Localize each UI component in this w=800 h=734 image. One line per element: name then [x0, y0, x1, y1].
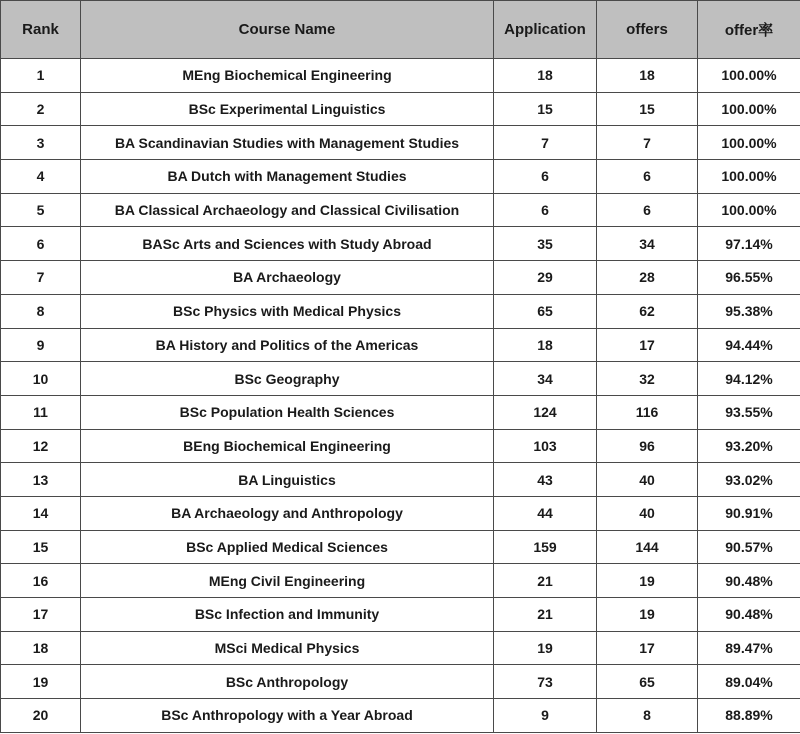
application-count-cell: 21 [494, 564, 597, 598]
offer-rate-cell: 96.55% [698, 261, 800, 295]
table-row [1, 227, 800, 261]
table-row [1, 160, 800, 194]
table-row [1, 631, 800, 665]
table-row [1, 362, 800, 396]
application-count-cell: 9 [494, 699, 597, 733]
table-header [1, 1, 800, 59]
rank-cell: 8 [1, 294, 81, 328]
course-name-cell: BA Classical Archaeology and Classical Civilisation [81, 193, 494, 227]
course-name-cell: BSc Applied Medical Sciences [81, 530, 494, 564]
course-name-cell: BA Scandinavian Studies with Management Studies [81, 126, 494, 160]
application-count-cell: 124 [494, 395, 597, 429]
offers-count-cell: 7 [597, 126, 698, 160]
application-count-cell: 35 [494, 227, 597, 261]
offers-column-header: offers [597, 1, 698, 59]
rank-cell: 9 [1, 328, 81, 362]
table-row [1, 261, 800, 295]
rank-cell: 2 [1, 92, 81, 126]
offer-rate-cell: 90.91% [698, 496, 800, 530]
rank-cell: 6 [1, 227, 81, 261]
course-name-cell: BA Linguistics [81, 463, 494, 497]
rank-cell: 4 [1, 160, 81, 194]
table-row [1, 496, 800, 530]
application-count-cell: 34 [494, 362, 597, 396]
application-count-cell: 103 [494, 429, 597, 463]
course-name-cell: BEng Biochemical Engineering [81, 429, 494, 463]
application-count-cell: 15 [494, 92, 597, 126]
offers-count-cell: 8 [597, 699, 698, 733]
offer-rate-cell: 89.47% [698, 631, 800, 665]
rank-cell: 13 [1, 463, 81, 497]
offer-rate-cell: 88.89% [698, 699, 800, 733]
offers-count-cell: 116 [597, 395, 698, 429]
course-name-cell: BSc Experimental Linguistics [81, 92, 494, 126]
course-name-cell: BA Archaeology and Anthropology [81, 496, 494, 530]
rank-cell: 15 [1, 530, 81, 564]
rank-cell: 11 [1, 395, 81, 429]
course-name-cell: BSc Physics with Medical Physics [81, 294, 494, 328]
course-name-cell: BSc Geography [81, 362, 494, 396]
offers-count-cell: 15 [597, 92, 698, 126]
table-row [1, 598, 800, 632]
application-count-cell: 44 [494, 496, 597, 530]
course-name-cell: BA History and Politics of the Americas [81, 328, 494, 362]
table-row [1, 530, 800, 564]
application-count-cell: 65 [494, 294, 597, 328]
course-name-cell: BSc Anthropology with a Year Abroad [81, 699, 494, 733]
offer-rate-cell: 100.00% [698, 92, 800, 126]
offers-count-cell: 96 [597, 429, 698, 463]
application-count-cell: 29 [494, 261, 597, 295]
rank-cell: 16 [1, 564, 81, 598]
rank-cell: 17 [1, 598, 81, 632]
course-name-cell: BSc Infection and Immunity [81, 598, 494, 632]
application-count-cell: 19 [494, 631, 597, 665]
offers-count-cell: 17 [597, 631, 698, 665]
table-row [1, 294, 800, 328]
rank-cell: 19 [1, 665, 81, 699]
course-name-cell: BASc Arts and Sciences with Study Abroad [81, 227, 494, 261]
course-name-cell: MSci Medical Physics [81, 631, 494, 665]
offers-count-cell: 62 [597, 294, 698, 328]
course-name-cell: MEng Biochemical Engineering [81, 59, 494, 93]
application-count-cell: 6 [494, 160, 597, 194]
offer-rate-cell: 94.44% [698, 328, 800, 362]
application-count-cell: 18 [494, 328, 597, 362]
offers-count-cell: 40 [597, 463, 698, 497]
offer-rate-cell: 95.38% [698, 294, 800, 328]
application-count-cell: 6 [494, 193, 597, 227]
offers-count-cell: 34 [597, 227, 698, 261]
table-row [1, 699, 800, 733]
table-row [1, 92, 800, 126]
offer-rate-cell: 100.00% [698, 193, 800, 227]
rank-cell: 1 [1, 59, 81, 93]
offer-rate-cell: 93.02% [698, 463, 800, 497]
rank-cell: 20 [1, 699, 81, 733]
table-row [1, 126, 800, 160]
table-row [1, 59, 800, 93]
rank-cell: 12 [1, 429, 81, 463]
offer-rate-cell: 93.20% [698, 429, 800, 463]
offers-count-cell: 19 [597, 564, 698, 598]
application-count-cell: 73 [494, 665, 597, 699]
rank-cell: 14 [1, 496, 81, 530]
offer-rate-cell: 97.14% [698, 227, 800, 261]
table-row [1, 395, 800, 429]
rank-cell: 3 [1, 126, 81, 160]
offer-rate-cell: 94.12% [698, 362, 800, 396]
offers-count-cell: 17 [597, 328, 698, 362]
offer-rate-cell: 93.55% [698, 395, 800, 429]
course-name-cell: BA Archaeology [81, 261, 494, 295]
offers-count-cell: 65 [597, 665, 698, 699]
header-row [1, 1, 800, 59]
offers-count-cell: 6 [597, 160, 698, 194]
offer-rate-cell: 100.00% [698, 160, 800, 194]
table-row [1, 463, 800, 497]
rate-column-header: offer率 [698, 1, 800, 59]
rank-cell: 10 [1, 362, 81, 396]
application-count-cell: 7 [494, 126, 597, 160]
offer-rate-cell: 89.04% [698, 665, 800, 699]
application-count-cell: 21 [494, 598, 597, 632]
table-row [1, 665, 800, 699]
offer-rate-cell: 100.00% [698, 59, 800, 93]
course-column-header: Course Name [81, 1, 494, 59]
course-name-cell: BA Dutch with Management Studies [81, 160, 494, 194]
offer-rate-cell: 90.57% [698, 530, 800, 564]
application-count-cell: 43 [494, 463, 597, 497]
application-count-cell: 18 [494, 59, 597, 93]
table-row [1, 564, 800, 598]
offers-count-cell: 144 [597, 530, 698, 564]
offers-count-cell: 18 [597, 59, 698, 93]
application-column-header: Application [494, 1, 597, 59]
table-row [1, 328, 800, 362]
offer-rate-cell: 100.00% [698, 126, 800, 160]
course-name-cell: BSc Anthropology [81, 665, 494, 699]
course-name-cell: MEng Civil Engineering [81, 564, 494, 598]
offers-count-cell: 19 [597, 598, 698, 632]
table-row [1, 193, 800, 227]
rank-cell: 18 [1, 631, 81, 665]
offers-count-cell: 28 [597, 261, 698, 295]
rank-cell: 5 [1, 193, 81, 227]
offers-count-cell: 40 [597, 496, 698, 530]
offer-rate-cell: 90.48% [698, 564, 800, 598]
offers-count-cell: 6 [597, 193, 698, 227]
rank-column-header: Rank [1, 1, 81, 59]
table-row [1, 429, 800, 463]
offer-rate-cell: 90.48% [698, 598, 800, 632]
rank-cell: 7 [1, 261, 81, 295]
offers-count-cell: 32 [597, 362, 698, 396]
table-body [1, 59, 800, 733]
application-count-cell: 159 [494, 530, 597, 564]
course-name-cell: BSc Population Health Sciences [81, 395, 494, 429]
